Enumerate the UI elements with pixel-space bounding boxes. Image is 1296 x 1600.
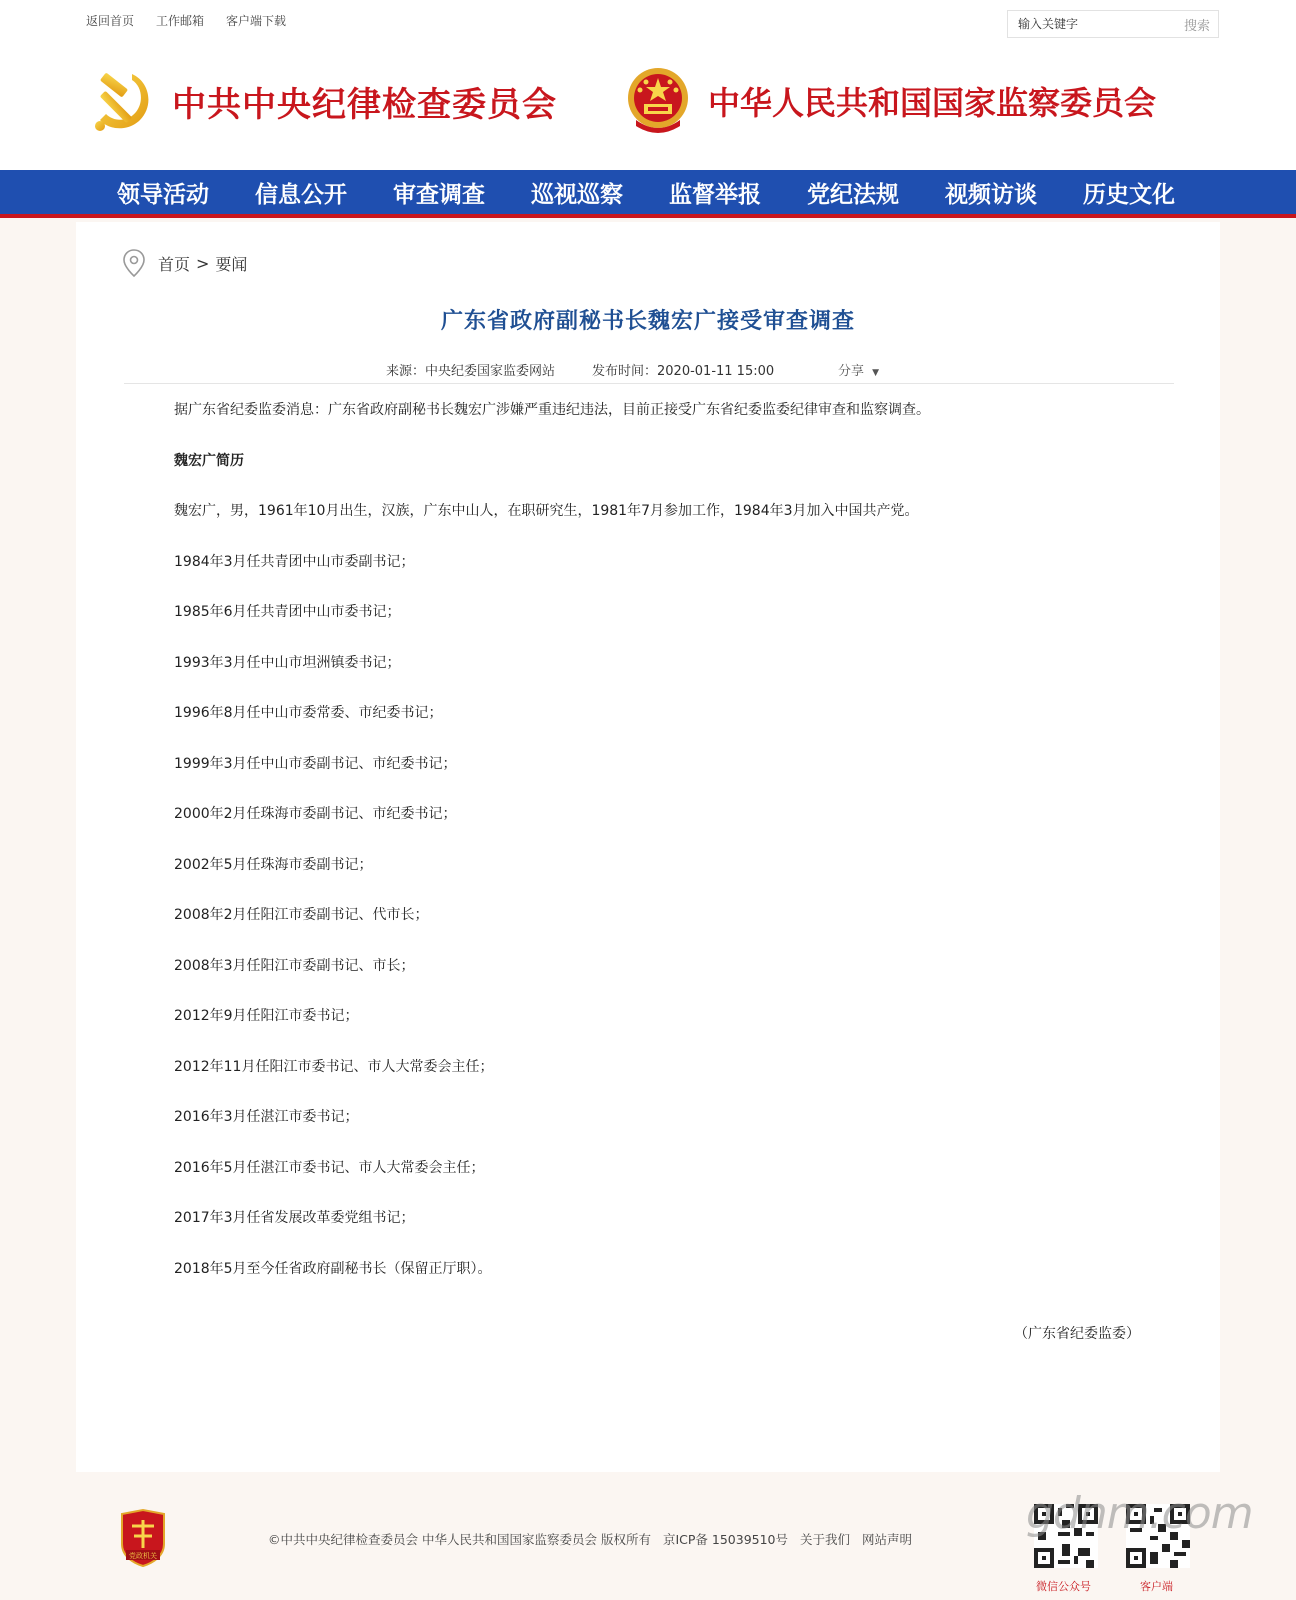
search-box bbox=[1007, 10, 1219, 38]
share-label: 分享 bbox=[838, 364, 865, 379]
nav-regulations[interactable]: 党纪法规 bbox=[807, 180, 899, 208]
statement-link[interactable]: 网站声明 bbox=[862, 1532, 913, 1547]
article-title: 广东省政府副秘书长魏宏广接受审查调查 bbox=[440, 309, 855, 334]
career-item: 2016年5月任湛江市委书记、市人大常委会主任； bbox=[174, 1159, 485, 1176]
career-item: 2002年5月任珠海市委副书记； bbox=[174, 856, 373, 873]
main-nav bbox=[0, 170, 1296, 218]
home-link[interactable]: 返回首页 bbox=[86, 14, 135, 28]
career-item: 2018年5月至今任省政府副秘书长（保留正厅职）。 bbox=[174, 1260, 492, 1277]
hammer-sickle-icon bbox=[92, 68, 156, 134]
career-item: 1984年3月任共青团中山市委副书记； bbox=[174, 553, 415, 570]
article-time: 发布时间：2020-01-11 15:00 bbox=[592, 364, 775, 379]
ccdi-name: 中共中央纪律检查委员会 bbox=[172, 84, 557, 125]
ccdi-logo[interactable] bbox=[92, 68, 557, 134]
share-button[interactable] bbox=[838, 360, 879, 379]
nav-inspection[interactable]: 巡视巡察 bbox=[531, 180, 623, 208]
top-links bbox=[86, 12, 286, 29]
nav-disclosure[interactable]: 信息公开 bbox=[255, 180, 347, 208]
client-qr-label: 客户端 bbox=[1140, 1580, 1173, 1593]
copyright-text: ©中共中央纪律检查委员会 中华人民共和国国家监察委员会 版权所有 bbox=[268, 1532, 651, 1547]
article-source: 来源：中央纪委国家监委网站 bbox=[386, 364, 556, 379]
top-header bbox=[0, 0, 1296, 170]
career-item: 2016年3月任湛江市委书记； bbox=[174, 1109, 359, 1125]
breadcrumb-separator: > bbox=[196, 253, 210, 273]
wechat-qr-label: 微信公众号 bbox=[1036, 1580, 1091, 1593]
breadcrumb-section[interactable]: 要闻 bbox=[215, 254, 248, 274]
footer-copyright bbox=[268, 1530, 912, 1548]
national-emblem-icon bbox=[626, 66, 690, 136]
breadcrumb-home[interactable]: 首页 bbox=[158, 254, 191, 274]
nav-history[interactable]: 历史文化 bbox=[1083, 180, 1175, 208]
nsc-logo[interactable] bbox=[626, 66, 1156, 136]
work-email-link[interactable]: 工作邮箱 bbox=[156, 14, 205, 28]
career-item: 1993年3月任中山市坦洲镇委书记； bbox=[174, 654, 401, 671]
nav-video[interactable]: 视频访谈 bbox=[945, 180, 1037, 208]
watermark: gdnm.com bbox=[1026, 1488, 1253, 1539]
career-item: 2017年3月任省发展改革委党组书记； bbox=[174, 1210, 415, 1226]
career-item: 2000年2月任珠海市委副书记、市纪委书记； bbox=[174, 806, 457, 822]
nsc-name: 中华人民共和国国家监察委员会 bbox=[708, 84, 1157, 122]
career-item: 1996年8月任中山市委常委、市纪委书记； bbox=[174, 705, 443, 721]
career-item: 1999年3月任中山市委副书记、市纪委书记； bbox=[174, 755, 457, 772]
location-pin-icon bbox=[122, 248, 146, 278]
meta-divider bbox=[124, 383, 1174, 384]
career-item: 1985年6月任共青团中山市委书记； bbox=[174, 604, 401, 620]
search-button[interactable]: 搜索 bbox=[1183, 18, 1210, 34]
nav-investigation[interactable]: 审查调查 bbox=[393, 180, 485, 208]
article-body bbox=[174, 398, 1134, 1307]
career-item: 2012年9月任阳江市委书记； bbox=[174, 1008, 359, 1024]
article-signoff: （广东省纪委监委） bbox=[1014, 1326, 1140, 1342]
bio-paragraph: 魏宏广，男，1961年10月出生，汉族，广东中山人，在职研究生，1981年7月参加工作，1984年3月加入中国共产党。 bbox=[174, 503, 919, 519]
nav-report[interactable]: 监督举报 bbox=[669, 180, 761, 208]
icp-link[interactable]: 京ICP备 15039510号 bbox=[662, 1532, 789, 1547]
about-link[interactable]: 关于我们 bbox=[800, 1532, 851, 1547]
party-gov-badge[interactable] bbox=[118, 1508, 168, 1572]
article-container bbox=[76, 222, 1220, 1472]
search-input[interactable] bbox=[1008, 17, 1168, 31]
nav-leadership[interactable]: 领导活动 bbox=[117, 180, 209, 208]
party-gov-badge-icon bbox=[118, 1508, 168, 1568]
career-item: 2008年3月任阳江市委副书记、市长； bbox=[174, 957, 415, 974]
career-item: 2012年11月任阳江市委书记、市人大常委会主任； bbox=[174, 1058, 494, 1075]
resume-heading: 魏宏广简历 bbox=[174, 452, 244, 469]
chevron-down-icon: ▼ bbox=[872, 368, 880, 378]
career-item: 2008年2月任阳江市委副书记、代市长； bbox=[174, 907, 429, 923]
footer bbox=[0, 1472, 1296, 1600]
badge-text: 党政机关 bbox=[129, 1552, 157, 1560]
client-download-link[interactable]: 客户端下载 bbox=[226, 14, 287, 28]
breadcrumb bbox=[122, 248, 247, 278]
article-lead: 据广东省纪委监委消息：广东省政府副秘书长魏宏广涉嫌严重违纪违法，目前正接受广东省纪委监委纪律审查和监察调查。 bbox=[174, 402, 930, 418]
